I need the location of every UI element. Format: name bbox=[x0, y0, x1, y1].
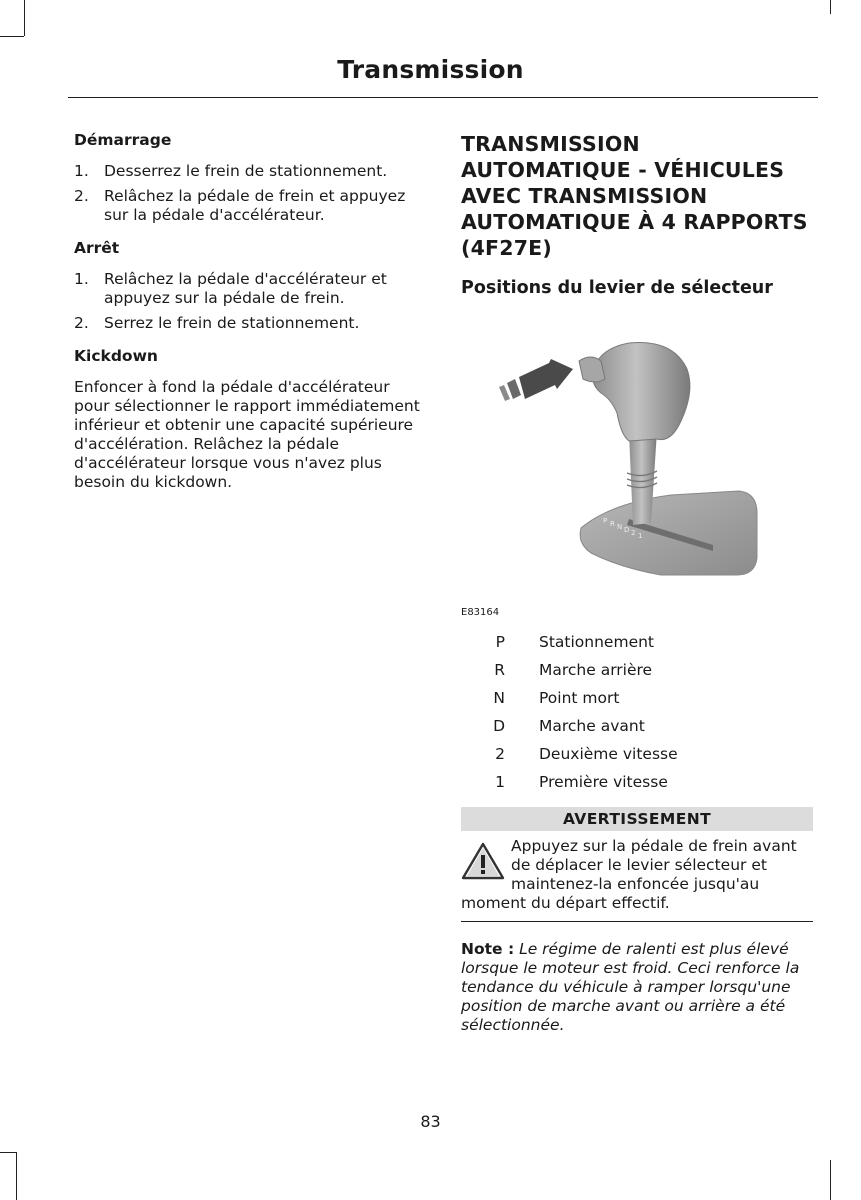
lever-knob bbox=[593, 343, 690, 441]
kickdown-paragraph: Enfoncer à fond la pédale d'accélérateur pour sélectionner le rapport immédiatement inférieur et obtenir une capacité supérieure d'accélération. Relâchez la pédale d'accélérateur lorsque vous n'avez plus besoin du kickdown. bbox=[74, 378, 420, 491]
demarrage-heading: Démarrage bbox=[74, 131, 172, 149]
position-label: Marche arrière bbox=[539, 661, 653, 679]
page-title: Transmission bbox=[337, 55, 524, 84]
release-button bbox=[579, 357, 605, 382]
list-item bbox=[74, 187, 430, 225]
gate-letter: 2 bbox=[631, 529, 636, 537]
list-item bbox=[74, 314, 430, 333]
position-label: Stationnement bbox=[539, 633, 655, 651]
position-key: D bbox=[493, 717, 505, 735]
positions-list bbox=[461, 633, 813, 801]
step-text: Relâchez la pédale de frein et appuyez sur la pédale d'accélérateur. bbox=[104, 187, 406, 224]
position-label: Première vitesse bbox=[539, 773, 668, 791]
step-number: 1. bbox=[74, 162, 89, 180]
step-number: 1. bbox=[74, 270, 89, 288]
note-paragraph bbox=[461, 940, 813, 1035]
position-label: Point mort bbox=[539, 689, 620, 707]
gear-lever-illustration bbox=[461, 313, 813, 603]
crop-mark bbox=[16, 1152, 17, 1200]
crop-mark bbox=[830, 1160, 831, 1200]
gate-letter: R bbox=[610, 520, 615, 528]
position-key: 2 bbox=[495, 745, 505, 763]
list-item bbox=[461, 661, 813, 689]
selector-positions-heading: Positions du levier de sélecteur bbox=[461, 278, 773, 298]
warning-triangle-icon bbox=[461, 841, 505, 881]
header-divider bbox=[68, 97, 818, 98]
page-number: 83 bbox=[420, 1112, 441, 1131]
step-text: Desserrez le frein de stationnement. bbox=[104, 162, 388, 180]
right-column bbox=[461, 131, 813, 1035]
list-item bbox=[74, 270, 430, 308]
gear-selector-figure bbox=[461, 313, 813, 618]
position-key: 1 bbox=[495, 773, 505, 791]
crop-mark bbox=[830, 0, 831, 14]
warning-text: Appuyez sur la pédale de frein avant de déplacer le levier sélecteur et maintenez-la enfoncée jusqu'au moment du départ effectif. bbox=[461, 837, 797, 912]
crop-mark bbox=[24, 0, 25, 36]
note-label: Note : bbox=[461, 940, 515, 958]
warning-box bbox=[461, 807, 813, 922]
step-number: 2. bbox=[74, 314, 89, 332]
crop-mark bbox=[0, 1152, 16, 1153]
arret-heading: Arrêt bbox=[74, 239, 120, 257]
left-column bbox=[74, 131, 430, 492]
list-item bbox=[461, 717, 813, 745]
position-key: R bbox=[494, 661, 505, 679]
position-label: Deuxième vitesse bbox=[539, 745, 678, 763]
crop-mark bbox=[0, 36, 24, 37]
position-key: P bbox=[495, 633, 505, 651]
gate-letter: N bbox=[617, 523, 623, 531]
position-label: Marche avant bbox=[539, 717, 645, 735]
kickdown-heading: Kickdown bbox=[74, 347, 158, 365]
arret-steps bbox=[74, 270, 430, 333]
warning-heading: AVERTISSEMENT bbox=[461, 807, 813, 831]
step-number: 2. bbox=[74, 187, 89, 205]
warning-body bbox=[461, 831, 813, 922]
section-title: TRANSMISSION AUTOMATIQUE - VÉHICULES AVEC TRANSMISSION AUTOMATIQUE À 4 RAPPORTS (4F27E) bbox=[461, 132, 808, 260]
gate-letter: D bbox=[624, 526, 630, 534]
step-text: Relâchez la pédale d'accélérateur et appuyez sur la pédale de frein. bbox=[104, 270, 387, 307]
note-text: Le régime de ralenti est plus élevé lorsque le moteur est froid. Ceci renforce la tendance du véhicule à ramper lorsqu'une position de marche avant ou arrière a été sélectionnée. bbox=[461, 940, 800, 1034]
list-item bbox=[461, 689, 813, 717]
position-key: N bbox=[493, 689, 505, 707]
gate-letter: 1 bbox=[638, 532, 643, 540]
gate-letter: P bbox=[603, 517, 608, 525]
warning-divider bbox=[461, 921, 813, 922]
list-item bbox=[461, 633, 813, 661]
step-text: Serrez le frein de stationnement. bbox=[104, 314, 360, 332]
list-item bbox=[74, 162, 430, 181]
demarrage-steps bbox=[74, 162, 430, 225]
push-arrow bbox=[499, 359, 573, 401]
list-item bbox=[461, 773, 813, 801]
list-item bbox=[461, 745, 813, 773]
figure-code: E83164 bbox=[461, 607, 500, 618]
